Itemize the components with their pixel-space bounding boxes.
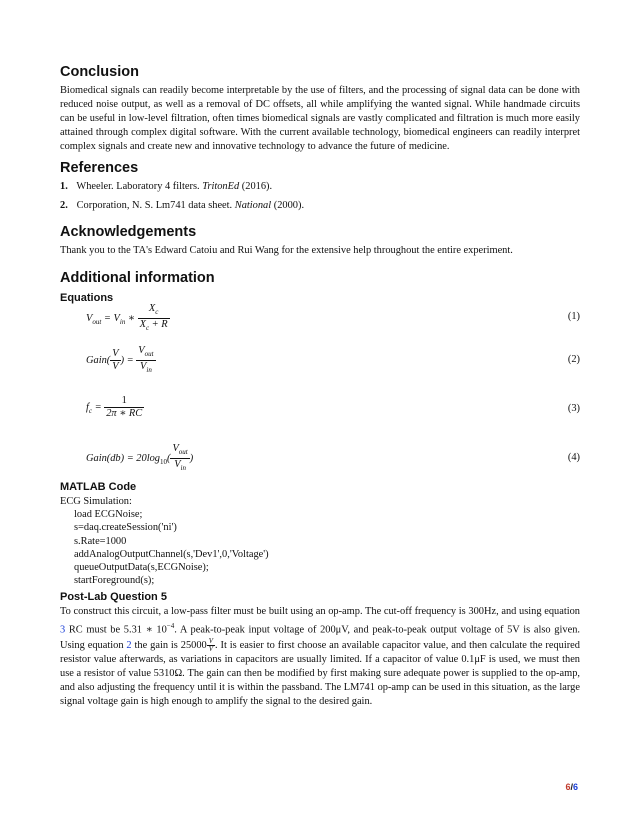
references-heading: References xyxy=(60,160,139,176)
equation-3: $f_c$ = $\frac{1}{2\pi ∗ RC}$ xyxy=(86,395,143,419)
reference-text: Wheeler. Laboratory 4 filters. xyxy=(76,181,203,192)
reference-item-2 xyxy=(60,200,304,211)
code-line: startForeground(s); xyxy=(74,575,155,587)
equations-heading: Equations xyxy=(60,292,114,304)
code-line: s=daq.createSession('ni') xyxy=(74,522,177,534)
conclusion-text: Biomedical signals can readily become interpretable by the use of filters, and the processing of signal data can be done with reduced noise output, as well as a removal of DC offsets, all while amplifying the wanted signal. While handmade circuits can be useful in low-level filtration, often times biomedical signals are vastly complicated and filtration is much more easily attained through complex digital software. With the current available technology, biomedical engineers can readily interpret complex signals and create new and innovative technology to advance the future of medicine. xyxy=(60,85,580,153)
equation-number-2: (2) xyxy=(567,354,580,365)
v-over-v-fraction: $\frac{V}{V}$ xyxy=(208,636,214,653)
page-current: 6 xyxy=(565,782,571,792)
equation-link-2[interactable]: 2 xyxy=(126,639,132,651)
reference-item-1 xyxy=(60,181,272,192)
reference-year: (2016). xyxy=(239,181,273,192)
equation-link-3[interactable]: 3 xyxy=(60,624,66,636)
code-line: s.Rate=1000 xyxy=(74,535,127,547)
reference-source: National xyxy=(234,200,272,211)
reference-number: 1. xyxy=(60,181,68,192)
equation-number-3: (3) xyxy=(567,403,580,414)
equation-4: Gain(db) = $20\log_{10}$( $\frac{V_{out}}{V_{in}}$ ) xyxy=(86,443,194,473)
equation-2: Gain( $\frac{V}{V}$ ) = $\frac{V_{out}}{V_{in}}$ xyxy=(86,345,154,375)
postlab-heading: Post-Lab Question 5 xyxy=(60,591,167,603)
postlab-text xyxy=(60,605,580,709)
matlab-intro: ECG Simulation: xyxy=(60,496,132,507)
equation-1: $V_{out} = V_{in}$ ∗ $\frac{X_c}{X_c + R}$ xyxy=(86,303,168,333)
postlab-text-part: the gain is 25000 xyxy=(131,639,207,651)
reference-year: (2000). xyxy=(271,200,305,211)
reference-text: Corporation, N. S. Lm741 data sheet. xyxy=(76,200,235,211)
postlab-text-part: . A peak-to-peak input voltage of 200μV, and peak-to-peak output voltage of 5V is also given. Using equation xyxy=(60,624,580,651)
equation-number-1: (1) xyxy=(567,311,580,322)
postlab-text-part: RC must be 5.31 ∗ 10 xyxy=(65,624,167,636)
postlab-exponent: −4 xyxy=(166,622,175,631)
code-line: load ECGNoise; xyxy=(74,509,143,521)
page-number: 6/6 xyxy=(565,782,578,792)
matlab-code xyxy=(60,495,269,587)
additional-heading: Additional information xyxy=(60,270,215,286)
reference-source: TritonEd xyxy=(202,181,240,192)
postlab-text-part: . It is easier to first choose an available capacitor value, and then calculate the required resistor value afterwards, as variations in capacitors are usually limited. If a capacitor of value 0.1μF is used, we must then use a resistor of value 5310Ω. The gain can then be modified by first making sure adequate power is supplied to the op-amp, and also adjusting the frequency until it is within the passband. The LM741 op-amp can be used in this situation, as the large signal voltage gain is high enough to amplify the signal to the desired gain. xyxy=(60,639,580,707)
reference-number: 2. xyxy=(60,200,68,211)
code-line: queueOutputData(s,ECGNoise); xyxy=(74,562,209,574)
acknowledgements-text: Thank you to the TA's Edward Catoiu and Rui Wang for the extensive help throughout the entire experiment. xyxy=(60,245,513,256)
page-total: 6 xyxy=(572,782,578,792)
acknowledgements-heading: Acknowledgements xyxy=(60,224,197,240)
matlab-heading: MATLAB Code xyxy=(60,481,137,493)
postlab-text-part: To construct this circuit, a low-pass filter must be built using an op-amp. The cut-off frequency is 300Hz, and using equation xyxy=(60,606,580,617)
equation-number-4: (4) xyxy=(567,452,580,463)
code-line: addAnalogOutputChannel(s,'Dev1',0,'Voltage') xyxy=(74,548,269,560)
conclusion-heading: Conclusion xyxy=(60,64,139,80)
